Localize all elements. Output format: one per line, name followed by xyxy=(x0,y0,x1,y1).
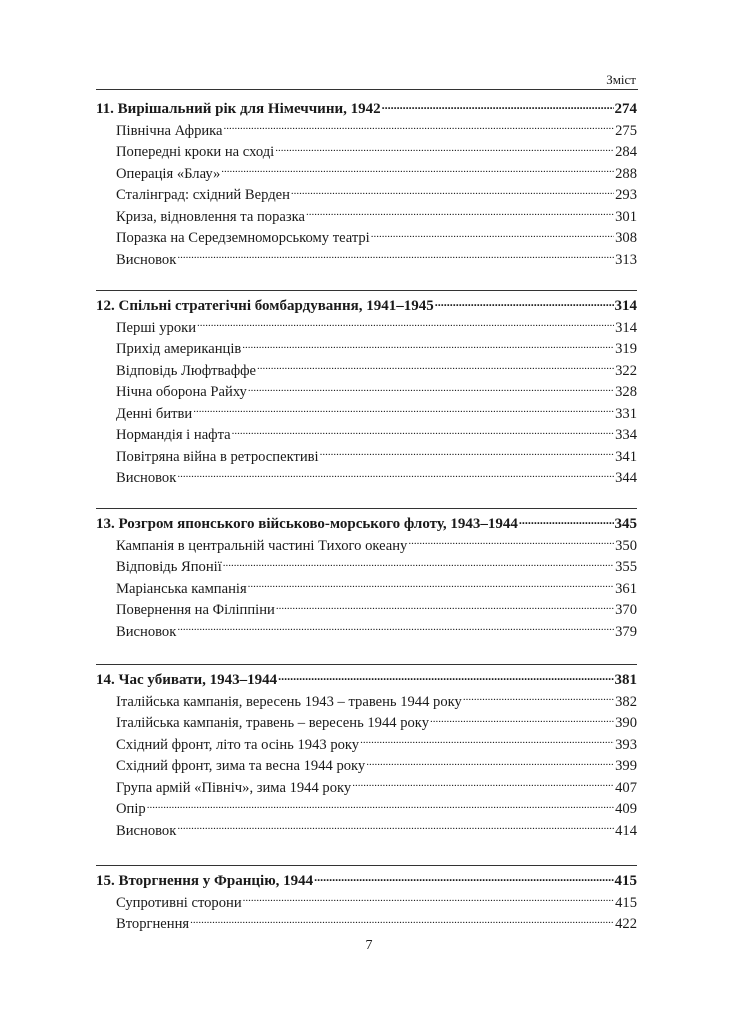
section-title: Висновок xyxy=(116,623,177,640)
section-title: Денні битви xyxy=(116,405,193,422)
dot-leader xyxy=(223,557,614,572)
chapter-rule xyxy=(96,290,637,291)
section-entry[interactable] xyxy=(96,339,637,361)
section-title: Опір xyxy=(116,801,146,818)
section-entry[interactable] xyxy=(96,820,637,842)
dot-leader xyxy=(232,425,614,440)
dot-leader xyxy=(519,513,614,528)
section-entry[interactable] xyxy=(96,228,637,250)
chapter-block-14 xyxy=(96,664,637,842)
dot-leader xyxy=(430,713,614,728)
dot-leader xyxy=(257,360,614,375)
section-entry[interactable] xyxy=(96,691,637,713)
section-page-number: 393 xyxy=(615,736,637,753)
section-entry[interactable] xyxy=(96,249,637,271)
section-entry[interactable] xyxy=(96,535,637,557)
dot-leader xyxy=(193,403,614,418)
section-title: Перші уроки xyxy=(116,319,197,336)
section-entry[interactable] xyxy=(96,163,637,185)
section-entry[interactable] xyxy=(96,120,637,142)
chapter-rule xyxy=(96,664,637,665)
section-entry[interactable] xyxy=(96,403,637,425)
section-page-number: 370 xyxy=(615,602,637,619)
section-entry[interactable] xyxy=(96,756,637,778)
section-title: Висновок xyxy=(116,470,177,487)
chapter-title: 14. Час убивати, 1943–1944 xyxy=(96,672,278,688)
section-entry[interactable] xyxy=(96,578,637,600)
dot-leader xyxy=(366,756,614,771)
section-title: Попередні кроки на сході xyxy=(116,144,275,161)
dot-leader xyxy=(278,669,613,684)
dot-leader xyxy=(147,799,614,814)
section-title: Сталінград: східний Верден xyxy=(116,187,290,204)
chapter-block-11 xyxy=(96,98,637,271)
dot-leader xyxy=(320,446,615,461)
section-entry[interactable] xyxy=(96,468,637,490)
dot-leader xyxy=(382,98,614,113)
dot-leader xyxy=(190,914,614,929)
chapter-block-15 xyxy=(96,865,637,935)
section-page-number: 293 xyxy=(615,187,637,204)
section-entry[interactable] xyxy=(96,777,637,799)
section-title: Група армій «Північ», зима 1944 року xyxy=(116,779,352,796)
section-title: Відповідь Люфтваффе xyxy=(116,362,257,379)
section-page-number: 341 xyxy=(615,448,637,465)
dot-leader xyxy=(221,163,614,178)
section-title: Північна Африка xyxy=(116,122,223,139)
dot-leader xyxy=(314,870,613,885)
section-entry[interactable] xyxy=(96,621,637,643)
section-page-number: 350 xyxy=(615,537,637,554)
section-title: Вторгнення xyxy=(116,916,190,933)
dot-leader xyxy=(197,317,614,332)
chapter-title: 12. Спільні стратегічні бомбардування, 1941–1945 xyxy=(96,298,434,314)
section-page-number: 328 xyxy=(615,384,637,401)
dot-leader xyxy=(248,382,614,397)
dot-leader xyxy=(352,777,614,792)
chapter-block-12 xyxy=(96,290,637,489)
section-entry[interactable] xyxy=(96,206,637,228)
section-page-number: 284 xyxy=(615,144,637,161)
dot-leader xyxy=(177,468,614,483)
section-entry[interactable] xyxy=(96,446,637,468)
section-title: Кампанія в центральній частині Тихого океану xyxy=(116,537,408,554)
section-page-number: 319 xyxy=(615,341,637,358)
section-page-number: 399 xyxy=(615,758,637,775)
chapter-page-number: 381 xyxy=(614,672,637,688)
chapter-page-number: 314 xyxy=(614,298,637,314)
section-entry[interactable] xyxy=(96,734,637,756)
section-title: Прихід американців xyxy=(116,341,242,358)
section-entry[interactable] xyxy=(96,713,637,735)
section-page-number: 344 xyxy=(615,470,637,487)
section-page-number: 275 xyxy=(615,122,637,139)
section-page-number: 422 xyxy=(615,916,637,933)
chapter-title-entry[interactable] xyxy=(96,295,637,317)
section-entry[interactable] xyxy=(96,317,637,339)
section-page-number: 308 xyxy=(615,230,637,247)
chapter-block-13 xyxy=(96,508,637,643)
chapter-rule xyxy=(96,508,637,509)
dot-leader xyxy=(275,142,614,157)
section-title: Висновок xyxy=(116,251,177,268)
dot-leader xyxy=(360,734,614,749)
chapter-title-entry[interactable] xyxy=(96,98,637,120)
section-page-number: 288 xyxy=(615,165,637,182)
chapter-page-number: 274 xyxy=(614,101,637,117)
dot-leader xyxy=(306,206,614,221)
chapter-title: 11. Вирішальний рік для Німеччини, 1942 xyxy=(96,101,381,117)
section-entry[interactable] xyxy=(96,799,637,821)
dot-leader xyxy=(408,535,614,550)
section-page-number: 379 xyxy=(615,623,637,640)
section-entry[interactable] xyxy=(96,382,637,404)
section-entry[interactable] xyxy=(96,892,637,914)
dot-leader xyxy=(248,578,614,593)
page-number: 7 xyxy=(365,938,373,953)
dot-leader xyxy=(243,892,614,907)
section-title: Висновок xyxy=(116,822,177,839)
chapter-title-entry[interactable] xyxy=(96,513,637,535)
dot-leader xyxy=(276,600,614,615)
dot-leader xyxy=(463,691,614,706)
dot-leader xyxy=(177,621,614,636)
section-title: Повернення на Філіппіни xyxy=(116,602,275,619)
section-title: Східний фронт, зима та весна 1944 року xyxy=(116,758,366,775)
section-page-number: 314 xyxy=(615,319,637,336)
section-page-number: 322 xyxy=(615,362,637,379)
section-entry[interactable] xyxy=(96,914,637,936)
section-page-number: 409 xyxy=(615,801,637,818)
section-entry[interactable] xyxy=(96,425,637,447)
section-page-number: 382 xyxy=(615,693,637,710)
section-entry[interactable] xyxy=(96,185,637,207)
section-title: Поразка на Середземноморському театрі xyxy=(116,230,370,247)
section-title: Криза, відновлення та поразка xyxy=(116,208,305,225)
running-head: Зміст xyxy=(606,72,636,87)
chapter-page-number: 415 xyxy=(614,873,637,889)
section-entry[interactable] xyxy=(96,360,637,382)
chapter-title: 15. Вторгнення у Францію, 1944 xyxy=(96,873,314,889)
section-page-number: 407 xyxy=(615,779,637,796)
dot-leader xyxy=(242,339,614,354)
section-page-number: 331 xyxy=(615,405,637,422)
chapter-title-entry[interactable] xyxy=(96,669,637,691)
section-page-number: 313 xyxy=(615,251,637,268)
header-rule xyxy=(96,89,638,90)
chapter-page-number: 345 xyxy=(614,516,637,532)
section-title: Операція «Блау» xyxy=(116,165,221,182)
section-title: Східний фронт, літо та осінь 1943 року xyxy=(116,736,360,753)
section-entry[interactable] xyxy=(96,142,637,164)
dot-leader xyxy=(291,185,614,200)
section-title: Італійська кампанія, вересень 1943 – травень 1944 року xyxy=(116,693,462,710)
section-entry[interactable] xyxy=(96,600,637,622)
section-title: Нормандія і нафта xyxy=(116,427,231,444)
section-title: Повітряна війна в ретроспективі xyxy=(116,448,319,465)
dot-leader xyxy=(435,295,614,310)
section-title: Супротивні сторони xyxy=(116,894,242,911)
section-page-number: 415 xyxy=(615,894,637,911)
chapter-title-entry[interactable] xyxy=(96,870,637,892)
section-title: Маріанська кампанія xyxy=(116,580,247,597)
chapter-rule xyxy=(96,865,637,866)
chapter-title: 13. Розгром японського військово-морського флоту, 1943–1944 xyxy=(96,516,518,532)
dot-leader xyxy=(371,228,614,243)
section-title: Відповідь Японії xyxy=(116,559,222,576)
dot-leader xyxy=(177,249,614,264)
dot-leader xyxy=(224,120,615,135)
section-page-number: 414 xyxy=(615,822,637,839)
section-page-number: 355 xyxy=(615,559,637,576)
dot-leader xyxy=(177,820,614,835)
section-page-number: 301 xyxy=(615,208,637,225)
section-title: Нічна оборона Райху xyxy=(116,384,247,401)
section-entry[interactable] xyxy=(96,557,637,579)
section-title: Італійська кампанія, травень – вересень 1944 року xyxy=(116,715,429,732)
section-page-number: 390 xyxy=(615,715,637,732)
section-page-number: 361 xyxy=(615,580,637,597)
section-page-number: 334 xyxy=(615,427,637,444)
